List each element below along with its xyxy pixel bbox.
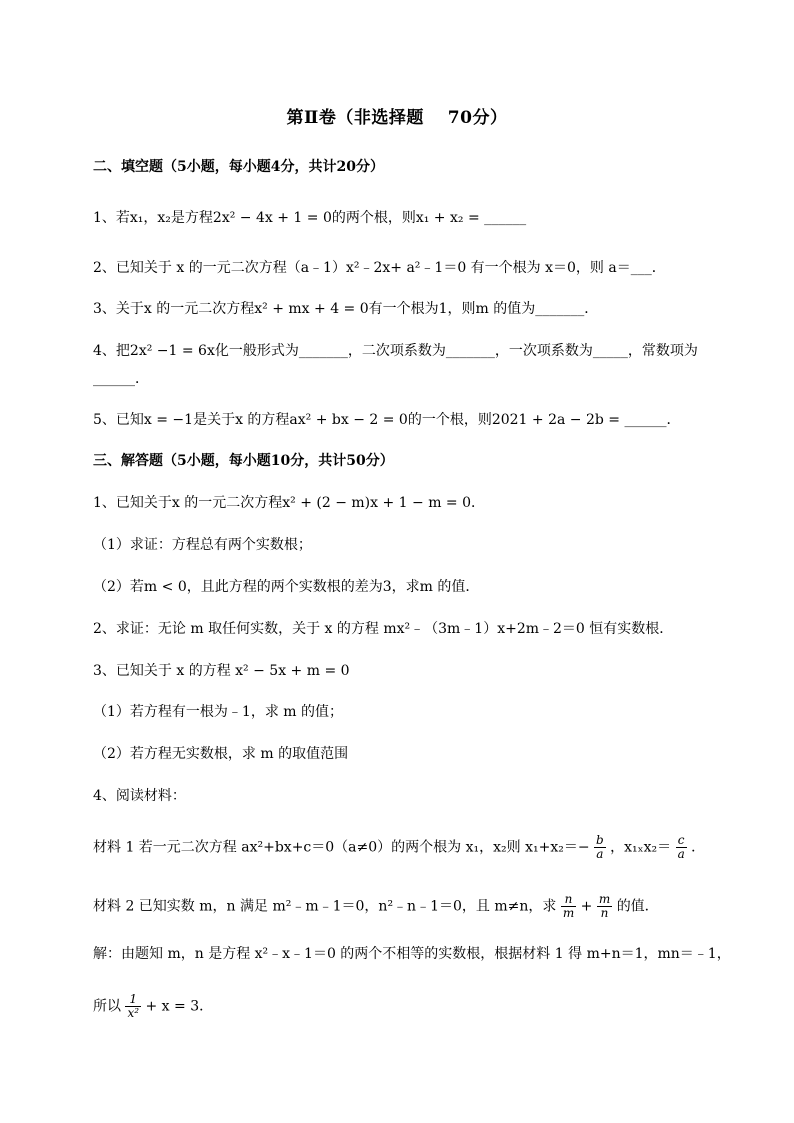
fraction-n-over-m: [561, 893, 576, 920]
therefore-text: 所以: [93, 998, 121, 1015]
section-heading-fill-in: 二、填空题（5小题，每小题4分，共计20分）: [93, 159, 384, 175]
fraction-denominator: x²: [127, 1006, 140, 1020]
fraction-denominator: n: [600, 906, 609, 920]
material-1-end: ．: [691, 839, 706, 856]
fill-question-2: 2、已知关于 x 的一元二次方程（a﹣1）x²﹣2x+ a²﹣1＝0 有一个根为 x＝0，则 a＝___．: [93, 260, 666, 276]
solution-question-3-part-2: （2）若方程无实数根，求 m 的取值范围: [93, 746, 349, 762]
fraction-b-over-a: [594, 834, 606, 861]
fill-question-5: 5、已知x = −1是关于x 的方程ax² + bx − 2 = 0的一个根，则2021 + 2a − 2b = ______．: [93, 412, 681, 428]
solution-question-3-part-1: （1）若方程有一根为﹣1，求 m 的值；: [93, 704, 343, 720]
solution-question-1: 1、已知关于x 的一元二次方程x² + (2 − m)x + 1 − m = 0．: [93, 495, 486, 511]
therefore-line: [93, 993, 213, 1020]
fraction-denominator: m: [562, 906, 575, 920]
fraction-numerator: m: [598, 892, 611, 906]
page-title: 第Ⅱ卷（非选择题 70分）: [286, 108, 508, 128]
fraction-numerator: 1: [125, 993, 141, 1007]
fraction-denominator: a: [596, 847, 604, 861]
material-2-end: 的值．: [616, 898, 659, 915]
fill-question-4: 4、把2x² −1 = 6x化一般形式为_______，二次项系数为_______，一次项系数为_____，常数项为: [93, 343, 698, 359]
material-2-text: 材料 2 已知实数 m，n 满足 m²﹣m﹣1＝0，n²﹣n﹣1＝0，且 m≠n，求: [93, 898, 557, 915]
material-1: [93, 834, 705, 861]
material-1-product: ，x₁ₓx₂＝: [610, 839, 672, 856]
solution-text: 解：由题知 m，n 是方程 x²﹣x﹣1＝0 的两个不相等的实数根，根据材料 1 得 m+n＝1，mn＝﹣1，: [93, 946, 731, 962]
fraction-one-over-x-squared: [125, 993, 141, 1020]
material-2: [93, 893, 659, 920]
fraction-m-over-n: [597, 893, 612, 920]
fill-question-4-continued: ______．: [93, 371, 149, 387]
fraction-numerator: c: [676, 834, 687, 848]
fraction-c-over-a: [676, 834, 687, 861]
therefore-result: + x = 3．: [145, 998, 214, 1015]
solution-question-2: 2、求证：无论 m 取任何实数，关于 x 的方程 mx²﹣（3m﹣1）x+2m﹣2＝0 恒有实数根．: [93, 621, 674, 637]
fill-question-3: 3、关于x 的一元二次方程x² + mx + 4 = 0有一个根为1，则m 的值为_______．: [93, 301, 599, 317]
solution-question-1-part-1: （1）求证：方程总有两个实数根；: [93, 537, 312, 553]
solution-question-4: 4、阅读材料：: [93, 788, 186, 804]
solution-question-3: 3、已知关于 x 的方程 x² − 5x + m = 0: [93, 663, 350, 679]
fraction-numerator: n: [561, 893, 576, 907]
material-1-text: 材料 1 若一元二次方程 ax²+bx+c＝0（a≠0）的两个根为 x₁，x₂则 x₁+x₂＝−: [93, 839, 590, 856]
fraction-denominator: a: [677, 847, 685, 861]
section-heading-solutions: 三、解答题（5小题，每小题10分，共计50分）: [93, 453, 394, 469]
plus-sign: +: [580, 898, 593, 915]
fraction-numerator: b: [596, 833, 604, 847]
solution-question-1-part-2: （2）若m < 0，且此方程的两个实数根的差为3，求m 的值．: [93, 579, 480, 595]
fill-question-1: 1、若x₁，x₂是方程2x² − 4x + 1 = 0的两个根，则x₁ + x₂ = ______: [93, 210, 527, 226]
